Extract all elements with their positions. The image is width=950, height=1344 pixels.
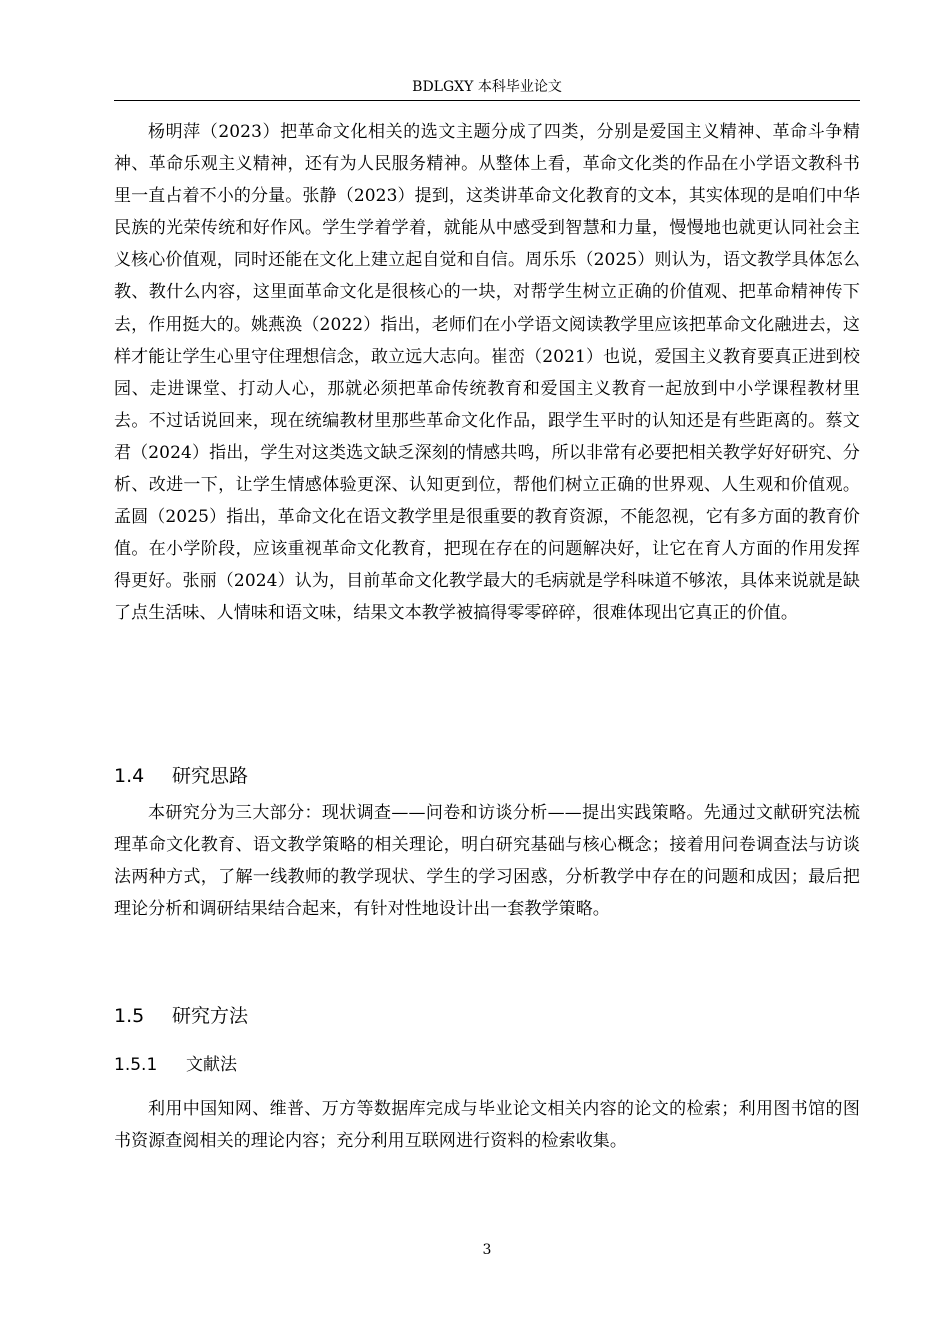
subsection-heading-literature-method [114,1052,237,1078]
section-number: 1.4 [114,765,145,787]
section-heading-research-methods [114,1002,248,1030]
running-header: BDLGXY 本科毕业论文 [114,74,860,101]
section-title: 研究思路 [172,765,249,787]
body-paragraph-literature-method: 利用中国知网、维普、万方等数据库完成与毕业论文相关内容的论文的检索；利用图书馆的图书资源查阅相关的理论内容；充分利用互联网进行资料的检索收集。 [114,1099,860,1152]
body-paragraph-literature-review: 杨明萍（2023）把革命文化相关的选文主题分成了四类，分别是爱国主义精神、革命斗争精神、革命乐观主义精神，还有为人民服务精神。从整体上看，革命文化类的作品在小学语文教科书里一直占着不小的分量。张静（2023）提到，这类讲革命文化教育的文本，其实体现的是咱们中华民族的光荣传统和好作风。学生学着学着，就能从中感受到智慧和力量，慢慢地也就更认同社会主义核心价值观，同时还能在文化上建立起自觉和自信。周乐乐（2025）则认为，语文教学具体怎么教、教什么内容，这里面革命文化是很核心的一块，对帮学生树立正确的价值观、把革命精神传下去，作用挺大的。姚燕涣（2022）指出，老师们在小学语文阅读教学里应该把革命文化融进去，这样才能让学生心里守住理想信念，敢立远大志向。崔峦（2021）也说，爱国主义教育要真正进到校园、走进课堂、打动人心，那就必须把革命传统教育和爱国主义教育一起放到中小学课程教材里去。不过话说回来，现在统编教材里那些革命文化作品，跟学生平时的认知还是有些距离的。蔡文君（2024）指出，学生对这类选文缺乏深刻的情感共鸣，所以非常有必要把相关教学好好研究、分析、改进一下，让学生情感体验更深、认知更到位，帮他们树立正确的世界观、人生观和价值观。孟圆（2025）指出，革命文化在语文教学里是很重要的教育资源，不能忽视，它有多方面的教育价值。在小学阶段，应该重视革命文化教育，把现在存在的问题解决好，让它在育人方面的作用发挥得更好。张丽（2024）认为，目前革命文化教学最大的毛病就是学科味道不够浓，具体来说就是缺了点生活味、人情味和语文味，结果文本教学被搞得零零碎碎，很难体现出它真正的价值。 [114,122,860,624]
subsection-title: 文献法 [186,1055,237,1075]
page-number: 3 [482,1242,492,1258]
section-heading-research-approach [114,762,248,790]
body-paragraph-research-approach: 本研究分为三大部分：现状调查——问卷和访谈分析——提出实践策略。先通过文献研究法梳理革命文化教育、语文教学策略的相关理论，明白研究基础与核心概念；接着用问卷调查法与访谈法两种方式，了解一线教师的教学现状、学生的学习困惑，分析教学中存在的问题和成因；最后把理论分析和调研结果结合起来，有针对性地设计出一套教学策略。 [114,803,860,920]
section-number: 1.5 [114,1005,145,1027]
subsection-number: 1.5.1 [114,1055,158,1075]
section-title: 研究方法 [172,1005,249,1027]
